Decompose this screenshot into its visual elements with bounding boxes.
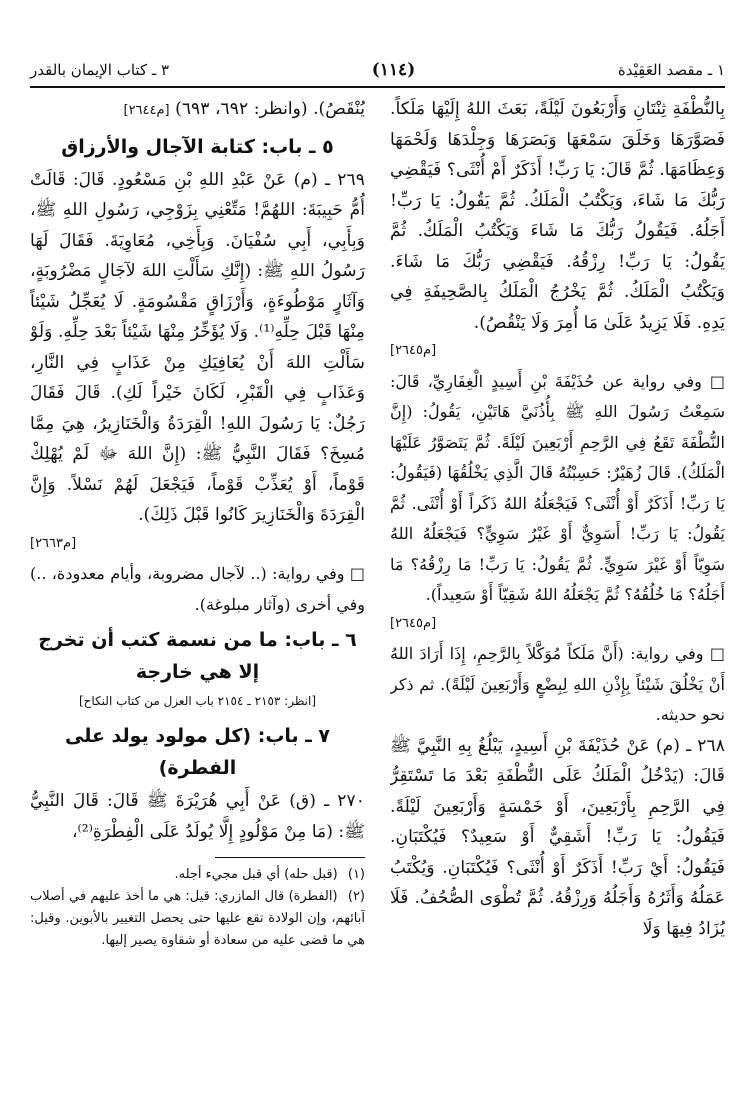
column-gutter [365, 94, 390, 1082]
footnote-text: (قبل حله) أي قبل مجيء أجله. [174, 867, 338, 882]
footnote-rule [215, 857, 365, 858]
header-book-title: ٣ ـ كتاب الإيمان بالقدر [30, 61, 170, 79]
footnote-2 [30, 886, 365, 952]
ending-text: يُنْقَصُ). (وانظر: ٦٩٢، ٦٩٣) [175, 99, 365, 119]
cross-reference-note: [انظر: ٢١٥٣ ـ ٢١٥٤ باب العزل من كتاب النكاح] [78, 694, 317, 708]
narration-variant: □ وفي رواية عن حُذَيْفَةَ بْنِ أَسِيدٍ الْغِفَارِيِّ، قَالَ: سَمِعْتُ رَسُولَ اللهِ ﷺ بِأُذُنَيَّ هَاتَيْنِ، يَقُولُ: (إِنَّ النُّطْفَةَ تَقَعُ فِي الرَّحِمِ أَرْبَعِينَ لَيْلَةً. ثُمَّ يَتَصَوَّرُ عَلَيْهَا الْمَلَكُ). قَالَ زُهَيْرٌ: حَسِبْتُهُ قَالَ الَّذِي يَخْلُقُهَا (فَيَقُولُ: يَا رَبِّ! أَذَكَرٌ أَوْ أُنْثَى؟ فَيَجْعَلُهُ اللهُ ذَكَراً أَوْ أُنْثَى. ثُمَّ يَقُولُ: يَا رَبِّ! أَسَوِيٌّ أَوْ غَيْرُ سَوِيٍّ؟ فَيَجْعَلُهُ اللهُ سَوِيّاً أَوْ غَيْرَ سَوِيٍّ. ثُمَّ يَقُولُ: يَا رَبِّ! مَا رِزْقُهُ؟ مَا أَجَلُهُ؟ مَا خُلُقُهُ؟ ثُمَّ يَجْعَلُهُ اللهُ شَقِيّاً أَوْ سَعِيداً). [390, 371, 725, 604]
footnote-number: (٢) [347, 889, 365, 904]
footnote-1 [30, 864, 365, 886]
hadith-270: ٢٧٠ ـ (ق) عَنْ أَبِي هُرَيْرَةَ ﷺ قَالَ: قَالَ النَّبِيُّ ﷺ: (مَا مِنْ مَوْلُودٍ إِلَّا يُولَدُ عَلَى الْفِطْرَةِ⁽²⁾، [30, 791, 365, 842]
hadith-reference: [م٢٦٤٥] [390, 615, 437, 631]
hadith-continuation: بِالنُّطْفَةِ ثِنْتَانِ وَأَرْبَعُونَ لَيْلَةً، بَعَثَ اللهُ إِلَيْهَا مَلَكاً. فَصَوَّرَهَا وَخَلَقَ سَمْعَهَا وَبَصَرَهَا وَجِلْدَهَا وَلَحْمَهَا وَعِظَامَهَا. ثُمَّ قَالَ: يَا رَبِّ! أَذَكَرٌ أَمْ أُنْثَى؟ فَيَقْضِي رَبُّكَ مَا شَاءَ، وَيَكْتُبُ الْمَلَكُ. ثُمَّ يَقُولُ: يَا رَبِّ! أَجَلُهُ. فَيَقُولُ رَبُّكَ مَا شَاءَ وَيَكْتُبُ الْمَلَكُ. ثُمَّ يَقُولُ: يَا رَبِّ! رِزْقُهُ. فَيَقْضِي رَبُّكَ مَا شَاءَ. وَيَكْتُبُ الْمَلَكُ. ثُمَّ يَخْرُجُ الْمَلَكُ بِالصَّحِيفَةِ فِي يَدِهِ. فَلَا يَزِيدُ عَلَىٰ مَا أُمِرَ وَلَا يَنْقُصُ). [390, 99, 725, 333]
header-section-title: ١ ـ مقصد العَقِيْدة [617, 61, 725, 79]
hadith-reference: [م٢٦٤٥] [390, 343, 437, 358]
narration-variant: □ وفي رواية: (.. لآجال مضروبة، وأيام معدودة، ..) وفي أخرى (وآثار مبلوغة). [30, 564, 365, 614]
narration-variant: □ وفي رواية: (أَنَّ مَلَكاً مُوَكَّلاً بِالرَّحِمِ، إِذَا أَرَادَ اللهُ أَنْ يَخْلُقَ شَيْئاً بِإِذْنِ اللهِ لِبِضْعٍ وَأَرْبَعِينَ لَيْلَةً). ثم ذكر نحو حديثه. [390, 644, 725, 724]
hadith-ending-line [30, 94, 365, 127]
hadith-reference: [م٢٦٦٣] [30, 535, 77, 551]
left-column [30, 94, 365, 1082]
page-number: (١١٤) [371, 60, 416, 80]
two-column-body [30, 94, 725, 1082]
chapter-title-7: ٧ ـ باب: (كل مولود يولد على الفطرة) [64, 725, 331, 779]
hadith-268: ٢٦٨ ـ (م) عَنْ حُذَيْفَةَ بْنِ أَسِيدٍ، يَبْلُغُ بِهِ النَّبِيَّ ﷺ قَالَ: (يَدْخُلُ الْمَلَكُ عَلَى النُّطْفَةِ بَعْدَ مَا تَسْتَقِرُّ فِي الرَّحِمِ بِأَرْبَعِينَ، أَوْ خَمْسَةٍ وَأَرْبَعِينَ لَيْلَةً. فَيَقُولُ: يَا رَبِّ! أَشَقِيٌّ أَوْ سَعِيدٌ؟ فَيُكْتَبَانِ. فَيَقُولُ: أَيْ رَبِّ! أَذَكَرٌ أَوْ أُنْثَى؟ فَيُكْتَبَانِ. وَيُكْتَبُ عَمَلُهُ وَأَثَرُهُ وَأَجَلُهُ وَرِزْقُهُ. ثُمَّ تُطْوَى الصُّحُفُ. فَلَا يُزَادُ فِيهَا وَلَا [390, 735, 725, 939]
footnotes [30, 864, 365, 952]
header-rule [30, 86, 725, 88]
chapter-title-6-line2: إلا هي خارجة [135, 661, 260, 683]
hadith-269: ٢٦٩ ـ (م) عَنْ عَبْدِ اللهِ بْنِ مَسْعُودٍ. قَالَ: قَالَتْ أُمُّ حَبِيبَةَ: اللهُمَّ! مَتِّعْنِي بِزَوْجِي، رَسُولِ اللهِ ﷺ، وَبِأَبِي، أَبِي سُفْيَانَ. وَبِأَخِي، مُعَاوِيَةَ. فَقَالَ لَهَا رَسُولُ اللهِ ﷺ: (إِنَّكِ سَأَلْتِ اللهَ لآجَالٍ مَضْرُوبَةٍ، وَآثَارٍ مَوْطُوءَةٍ، وَأَرْزَاقٍ مَقْسُومَةٍ. لَا يُعَجِّلُ شَيْئاً مِنْهَا قَبْلَ حِلِّهِ⁽¹⁾. وَلَا يُؤَخِّرُ مِنْهَا شَيْئاً بَعْدَ حِلِّهِ. وَلَوْ سَأَلْتِ اللهَ أَنْ يُعَافِيَكِ مِنْ عَذَابٍ فِي النَّارِ، وَعَذَابٍ فِي الْقَبْرِ، لَكَانَ خَيْراً لَكِ). قَالَ فَقَالَ رَجُلٌ: يَا رَسُولَ اللهِ! الْقِرَدَةُ وَالْخَنَازِيرُ، هِيَ مِمَّا مُسِخَ؟ فَقَالَ النَّبِيُّ ﷺ: (إِنَّ اللهَ ﷻ لَمْ يُهْلِكْ قَوْماً، أَوْ يُعَذِّبْ قَوْماً، فَيَجْعَلَ لَهُمْ نَسْلاً. وَإِنَّ الْقِرَدَةَ وَالْخَنَازِيرَ كَانُوا قَبْلَ ذَلِكَ). [30, 169, 365, 525]
chapter-title-5: ٥ ـ باب: كتابة الآجال والأرزاق [61, 135, 334, 158]
footnote-text: (الفطرة) قال المازري: قيل: هي ما أخذ عليهم في أصلاب آبائهم، وإن الولادة تقع عليها حتى يحصل التغيير بالأبوين. وقيل: هي ما قضى عليه من سعادة أو شقاوة يصير إليها. [30, 889, 365, 948]
right-column [390, 94, 725, 1082]
running-header [30, 56, 725, 84]
hadith-reference: [م٢٦٤٤] [123, 103, 170, 118]
chapter-title-6-line1: ٦ ـ باب: ما من نسمة كتب أن تخرج [38, 629, 357, 651]
chapter-title-6 [30, 624, 365, 688]
footnote-number: (١) [347, 867, 365, 882]
